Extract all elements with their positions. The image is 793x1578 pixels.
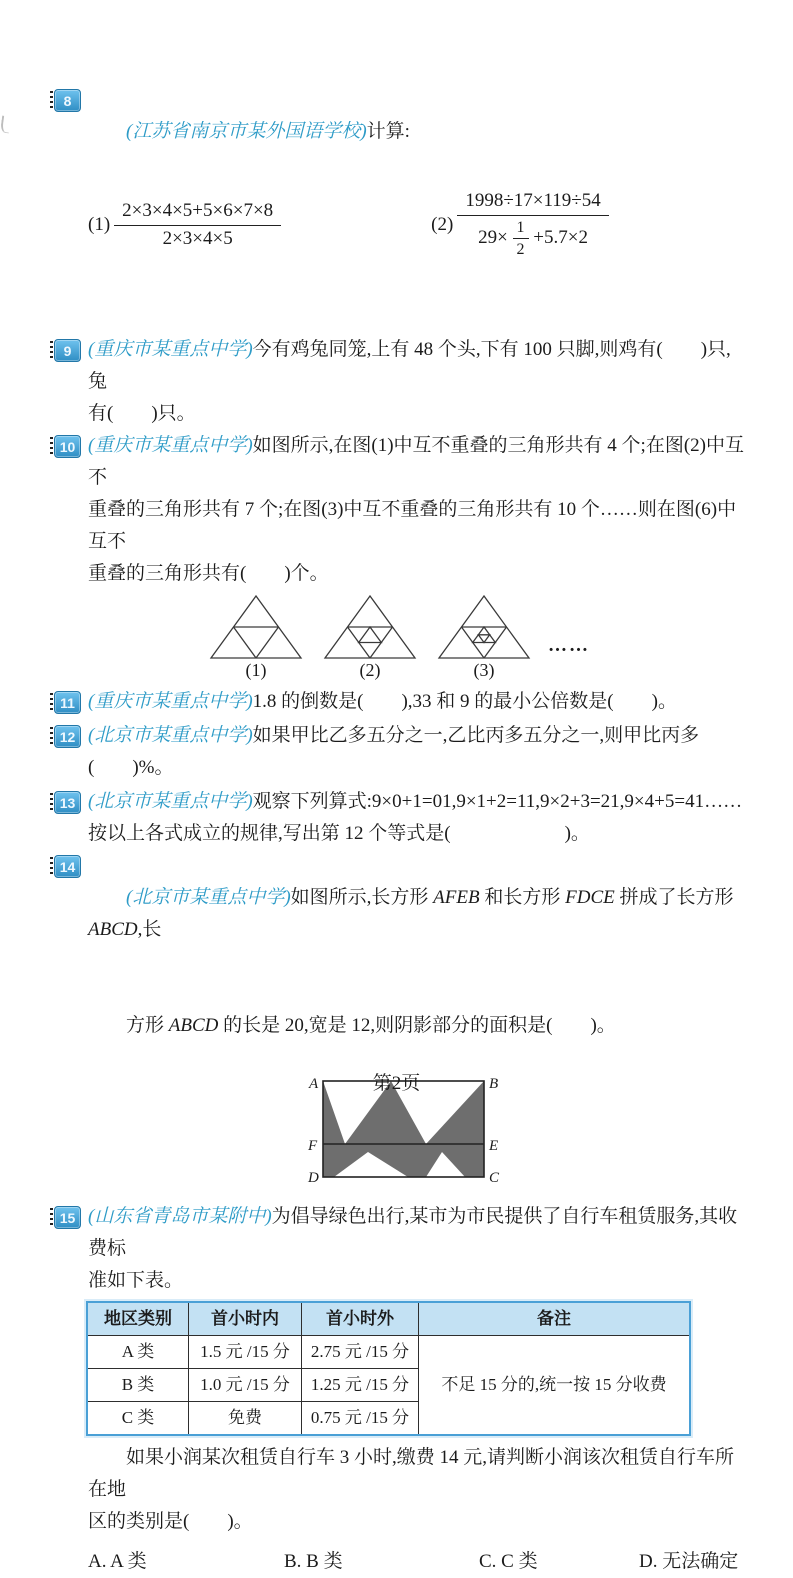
problem-13-line-2: 按以上各式成立的规律,写出第 12 个等式是( )。 <box>88 823 590 844</box>
problem-15-line-2: 准如下表。 <box>88 1270 184 1291</box>
triangle-1-label: (1) <box>245 660 267 680</box>
inner-numerator: 1 <box>513 218 529 239</box>
shaded-lower-region <box>323 1144 484 1177</box>
ellipsis-dots: …… <box>548 635 590 656</box>
problem-11-school: (重庆市某重点中学) <box>88 691 253 712</box>
header-after-hour: 首小时外 <box>302 1302 419 1336</box>
problem-8-text <box>88 84 747 264</box>
answer-options <box>88 1546 747 1578</box>
problem-8-formulas <box>88 186 747 264</box>
cell-b-after: 1.25 元 /15 分 <box>302 1369 419 1402</box>
problem-10-line-3: 重叠的三角形共有( )个。 <box>88 563 329 584</box>
problem-15-line-1: 为倡导绿色出行,某市为市民提供了自行车租赁服务,其收费标 <box>88 1206 738 1259</box>
problem-11-badge: 11 <box>54 691 81 714</box>
problem-9-badge: 9 <box>54 339 81 362</box>
formula-1-denominator: 2×3×4×5 <box>162 227 233 249</box>
problem-13-school: (北京市某重点中学) <box>88 791 253 812</box>
problem-11-text <box>88 686 747 718</box>
cell-region-a: A 类 <box>87 1336 189 1369</box>
triangle-figures <box>206 594 747 680</box>
problem-8-badge: 8 <box>54 89 81 112</box>
option-b: B. B 类 <box>284 1551 343 1572</box>
problem-8 <box>54 84 747 264</box>
label-F: F <box>308 1138 318 1154</box>
option-d: D. 无法确定 <box>639 1551 739 1572</box>
triangle-3-label: (3) <box>473 660 495 680</box>
triangle-figure-3 <box>434 594 534 680</box>
problem-10-text <box>88 430 747 686</box>
problem-11-line-1: 1.8 的倒数是( ),33 和 9 的最小公倍数是( )。 <box>252 691 677 712</box>
formula-2-fraction <box>457 190 608 259</box>
formula-1-label: (1) <box>88 213 111 235</box>
p14-l1c: 和长方形 <box>479 887 566 908</box>
problem-10 <box>54 430 747 686</box>
problem-10-badge: 10 <box>54 435 81 458</box>
formula-2-den-suffix: +5.7×2 <box>533 227 588 249</box>
header-region: 地区类别 <box>87 1302 189 1336</box>
formula-2-label: (2) <box>431 213 454 235</box>
cell-region-c: C 类 <box>87 1402 189 1436</box>
question-line-2: 区的类别是( )。 <box>88 1511 253 1532</box>
label-C: C <box>489 1170 500 1184</box>
label-E: E <box>489 1138 499 1154</box>
label-B: B <box>489 1076 499 1092</box>
label-D: D <box>308 1170 319 1184</box>
cell-region-b: B 类 <box>87 1369 189 1402</box>
problem-14 <box>54 850 747 1201</box>
problem-9-line-2: 有( )只。 <box>88 403 196 424</box>
problem-8-school: (江苏省南京市某外国语学校) <box>126 121 367 142</box>
triangle-2-label: (2) <box>359 660 381 680</box>
cell-c-after: 0.75 元 /15 分 <box>302 1402 419 1436</box>
p14-l2a: 方形 <box>126 1015 169 1036</box>
formula-2-numerator: 1998÷17×119÷54 <box>457 190 608 216</box>
problem-13-text <box>88 786 747 850</box>
triangle-2-drawing <box>322 594 418 660</box>
problem-12-badge: 12 <box>54 725 81 748</box>
rect-name-AFEB: AFEB <box>433 887 480 908</box>
formula-2-den-prefix: 29× <box>478 227 508 249</box>
rect-name-ABCD: ABCD <box>88 919 138 940</box>
problem-12-school: (北京市某重点中学) <box>88 725 253 746</box>
problem-13 <box>54 786 747 850</box>
header-note: 备注 <box>419 1302 691 1336</box>
triangle-figure-2 <box>320 594 420 680</box>
scan-artifact <box>0 115 11 133</box>
option-c: C. C 类 <box>479 1551 538 1572</box>
triangle-figure-1 <box>206 594 306 680</box>
formula-2-inner-fraction <box>513 218 529 259</box>
rect-name-FDCE: FDCE <box>565 887 615 908</box>
problem-12-line-1: 如果甲比乙多五分之一,乙比丙多五分之一,则甲比丙多( )%。 <box>88 725 700 778</box>
formula-1-numerator: 2×3×4×5+5×6×7×8 <box>114 200 281 226</box>
p14-l2c: 的长是 20,宽是 12,则阴影部分的面积是( )。 <box>218 1015 616 1036</box>
formula-2 <box>431 190 609 259</box>
cell-a-first: 1.5 元 /15 分 <box>189 1336 302 1369</box>
fee-table <box>86 1301 691 1436</box>
triangle-1-drawing <box>208 594 304 660</box>
table-header-row <box>87 1302 690 1336</box>
formula-1-fraction <box>114 200 281 251</box>
problem-15-text <box>88 1201 747 1578</box>
problem-9-text <box>88 334 747 430</box>
problem-9-line-1: 今有鸡兔同笼,上有 48 个头,下有 100 只脚,则鸡有( )只,兔 <box>88 339 731 392</box>
problem-15-school: (山东省青岛市某附中) <box>88 1206 272 1227</box>
problem-15-badge: 15 <box>54 1206 81 1229</box>
problem-13-badge: 13 <box>54 791 81 814</box>
p14-l1e: 拼成了长方形 <box>614 887 739 908</box>
problem-14-badge: 14 <box>54 855 81 878</box>
formula-1 <box>88 200 281 251</box>
problem-10-school: (重庆市某重点中学) <box>88 435 253 456</box>
problem-10-line-2: 重叠的三角形共有 7 个;在图(3)中互不重叠的三角形共有 10 个……则在图(6)中互不 <box>88 499 737 552</box>
formula-2-denominator <box>457 216 608 259</box>
problem-15 <box>54 1201 747 1578</box>
cell-a-after: 2.75 元 /15 分 <box>302 1336 419 1369</box>
problem-10-line-1: 如图所示,在图(1)中互不重叠的三角形共有 4 个;在图(2)中互不 <box>88 435 744 488</box>
problem-14-text <box>88 850 747 1201</box>
rect-name-ABCD-2: ABCD <box>168 1015 219 1036</box>
problem-13-line-1: 观察下列算式:9×0+1=01,9×1+2=11,9×2+3=21,9×4+5=41…… <box>252 791 743 812</box>
problem-8-intro: 计算: <box>366 121 410 142</box>
cell-c-first: 免费 <box>189 1402 302 1436</box>
inner-denominator: 2 <box>516 241 525 259</box>
label-A: A <box>309 1076 319 1092</box>
p14-l1a: 如图所示,长方形 <box>290 887 434 908</box>
cell-note: 不足 15 分的,统一按 15 分收费 <box>419 1336 691 1436</box>
question-line-1: 如果小润某次租赁自行车 3 小时,缴费 14 元,请判断小润该次租赁自行车所在地 <box>88 1447 735 1500</box>
option-a: A. A 类 <box>88 1551 147 1572</box>
triangle-3-drawing <box>436 594 532 660</box>
table-row <box>87 1336 690 1369</box>
problem-9-school: (重庆市某重点中学) <box>88 339 253 360</box>
problem-14-school: (北京市某重点中学) <box>126 887 291 908</box>
problem-9 <box>54 334 747 430</box>
problem-12 <box>54 720 747 784</box>
page-number: 第2页 <box>372 1073 421 1094</box>
header-first-hour: 首小时内 <box>189 1302 302 1336</box>
problem-12-text <box>88 720 747 784</box>
problem-11 <box>54 686 747 718</box>
cell-b-first: 1.0 元 /15 分 <box>189 1369 302 1402</box>
p14-l1g: ,长 <box>137 919 162 940</box>
